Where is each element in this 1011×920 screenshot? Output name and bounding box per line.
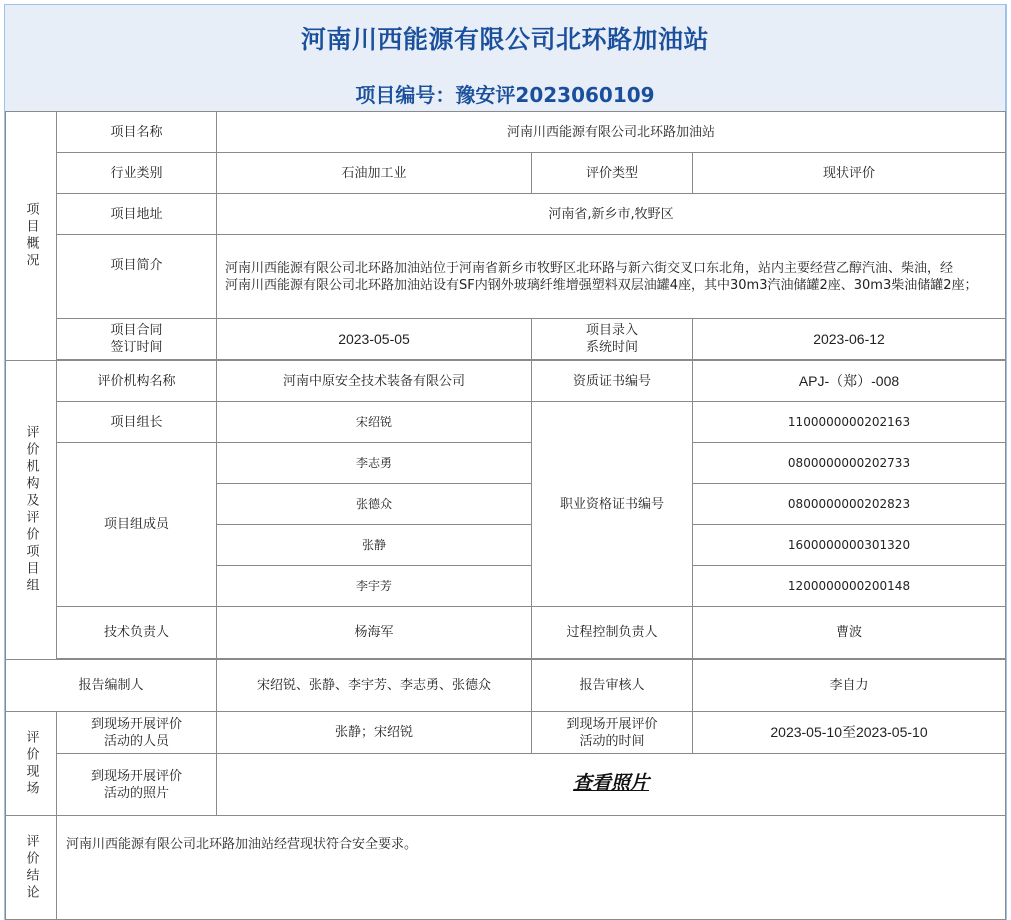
eval-type-label: 评价类型 — [532, 153, 693, 194]
member-name: 李宇芳 — [217, 566, 532, 607]
project-name-value: 河南川西能源有限公司北环路加油站 — [217, 112, 1006, 153]
report-reviewer-label: 报告审核人 — [532, 660, 693, 712]
industry-label: 行业类别 — [57, 153, 217, 194]
section-site-label: 评价现场 — [23, 729, 39, 798]
report-writer-label: 报告编制人 — [6, 660, 217, 712]
project-number-value: 豫安评2023060109 — [455, 83, 655, 107]
report-writers-value: 宋绍锐、张静、李宇芳、李志勇、张德众 — [217, 660, 532, 712]
project-number-label: 项目编号： — [355, 83, 456, 107]
section-org-label: 评价机构及评价项目组 — [23, 425, 39, 595]
section-conclusion-label: 评价结论 — [23, 833, 39, 902]
site-people-value: 张静；宋绍锐 — [217, 712, 532, 754]
process-lead-value: 曹波 — [693, 607, 1006, 659]
address-value: 河南省,新乡市,牧野区 — [217, 194, 1006, 235]
cert-label: 资质证书编号 — [532, 361, 693, 402]
leader-cert: 1100000000202163 — [693, 402, 1006, 443]
member-cert: 0800000000202823 — [693, 484, 1006, 525]
contract-date-label — [57, 319, 217, 360]
report-reviewer-value: 李自力 — [693, 660, 1006, 712]
brief-label: 项目简介 — [57, 235, 217, 319]
project-info-table — [5, 111, 1006, 920]
contract-label-line-2: 签订时间 — [110, 340, 163, 355]
entry-date-label — [532, 319, 693, 360]
qualification-label: 职业资格证书编号 — [532, 402, 693, 607]
site-photo-cell — [217, 754, 1006, 816]
address-label: 项目地址 — [57, 194, 217, 235]
project-number — [0, 79, 1010, 108]
brief-line-1: 河南川西能源有限公司北环路加油站位于河南省新乡市牧野区北环路与新六街交叉口东北角，站内主要经营乙醇汽油、柴油，经 — [225, 260, 954, 276]
industry-value: 石油加工业 — [217, 153, 532, 194]
section-site — [6, 712, 57, 816]
member-cert: 0800000000202733 — [693, 443, 1006, 484]
brief-line-2: 河南川西能源有限公司北环路加油站设有SF内钢外玻璃纤维增强塑料双层油罐4座，其中30m3汽油储罐2座、30m3柴油储罐2座； — [225, 277, 978, 293]
tech-lead-value: 杨海军 — [217, 607, 532, 659]
member-name: 李志勇 — [217, 443, 532, 484]
eval-type-value: 现状评价 — [693, 153, 1006, 194]
site-time-label — [532, 712, 693, 754]
member-name: 张静 — [217, 525, 532, 566]
member-cert: 1200000000200148 — [693, 566, 1006, 607]
site-time-value: 2023-05-10至2023-05-10 — [693, 712, 1006, 754]
section-overview-label: 项目概况 — [23, 202, 39, 270]
member-cert: 1600000000301320 — [693, 525, 1006, 566]
tech-lead-label: 技术负责人 — [57, 607, 217, 659]
conclusion-text: 河南川西能源有限公司北环路加油站经营现状符合安全要求。 — [57, 816, 1006, 920]
contract-label-line-1: 项目合同 — [110, 323, 163, 338]
entry-label-line-1: 项目录入 — [585, 323, 638, 338]
view-photos-link[interactable]: 查看照片 — [572, 772, 649, 794]
page-title: 河南川西能源有限公司北环路加油站 — [300, 25, 709, 54]
agency-label: 评价机构名称 — [57, 361, 217, 402]
process-lead-label: 过程控制负责人 — [532, 607, 693, 659]
brief-value — [217, 235, 1006, 319]
entry-label-line-2: 系统时间 — [585, 340, 638, 355]
leader-name: 宋绍锐 — [217, 402, 532, 443]
site-people-label — [57, 712, 217, 754]
agency-value: 河南中原安全技术装备有限公司 — [217, 361, 532, 402]
section-org — [6, 361, 57, 660]
site-people-label-line-2: 活动的人员 — [103, 733, 169, 749]
site-time-label-line-2: 活动的时间 — [579, 733, 645, 749]
site-photo-label-line-2: 活动的照片 — [103, 785, 169, 801]
member-name: 张德众 — [217, 484, 532, 525]
contract-date-value: 2023-05-05 — [217, 319, 532, 360]
site-photo-label — [57, 754, 217, 816]
leader-label: 项目组长 — [57, 402, 217, 443]
site-photo-label-line-1: 到现场开展评价 — [90, 768, 182, 784]
section-overview — [6, 112, 57, 361]
site-time-label-line-1: 到现场开展评价 — [566, 716, 658, 732]
site-people-label-line-1: 到现场开展评价 — [90, 716, 182, 732]
members-label: 项目组成员 — [57, 443, 217, 607]
project-name-label: 项目名称 — [57, 112, 217, 153]
cert-value: APJ-（郑）-008 — [693, 361, 1006, 402]
entry-date-value: 2023-06-12 — [693, 319, 1006, 360]
section-conclusion — [6, 816, 57, 920]
